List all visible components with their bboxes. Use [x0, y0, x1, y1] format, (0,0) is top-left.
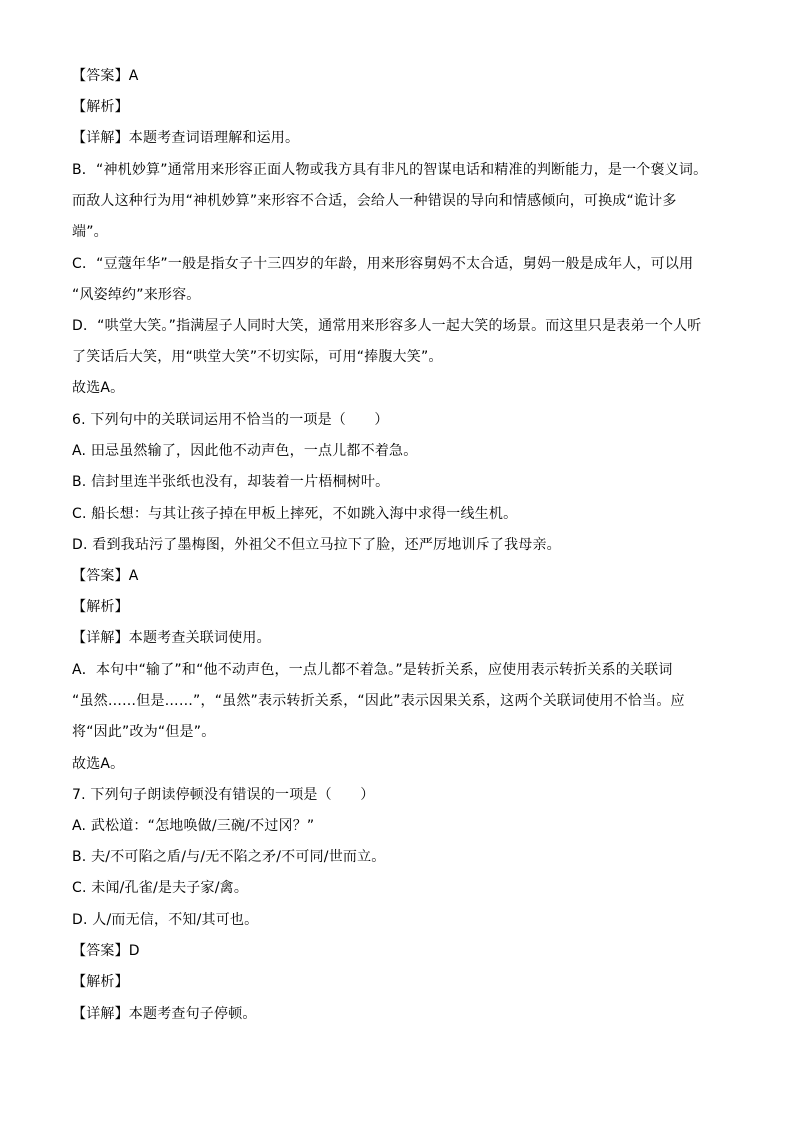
answer-label: 【答案】A [72, 568, 139, 584]
question-7-option-b: B. 夫/不可陷之盾/与/无不陷之矛/不可同/世而立。 [72, 849, 386, 865]
question-7-option-d: D. 人/而无信，不知/其可也。 [72, 912, 259, 928]
question-6-stem: 6. 下列句中的关联词运用不恰当的一项是（ ） [72, 412, 389, 428]
detail-text: 将“因此”改为“但是”。 [72, 724, 216, 740]
detail-text: 端”。 [72, 224, 108, 240]
question-6-option-b: B. 信封里连半张纸也没有，却装着一片梧桐树叶。 [72, 474, 390, 490]
question-7-option-a: A. 武松道：“怎地唤做/三碗/不过冈？” [72, 818, 315, 834]
question-6-option-c: C. 船长想：与其让孩子掉在甲板上摔死，不如跳入海中求得一线生机。 [72, 506, 518, 522]
question-6-option-a: A. 田忌虽然输了，因此他不动声色，一点儿都不着急。 [72, 443, 418, 459]
detail-text: 【详解】本题考查句子停顿。 [72, 1006, 257, 1022]
question-6-option-d: D. 看到我玷污了墨梅图，外祖父不但立马拉下了脸，还严厉地训斥了我母亲。 [72, 537, 561, 553]
detail-text: 了笑话后大笑，用“哄堂大笑”不切实际，可用“捧腹大笑”。 [72, 349, 443, 365]
question-7-option-c: C. 未闻/孔雀/是夫子家/禽。 [72, 880, 249, 896]
detail-text: 【详解】本题考查词语理解和运用。 [72, 130, 300, 146]
answer-label: 【答案】D [72, 943, 140, 959]
detail-text: D．“哄堂大笑。”指满屋子人同时大笑，通常用来形容多人一起大笑的场景。而这里只是表弟一个人听 [72, 318, 702, 334]
question-7-stem: 7. 下列句子朗读停顿没有错误的一项是（ ） [72, 787, 375, 803]
detail-text: B．“神机妙算”通常用来形容正面人物或我方具有非凡的智谋电话和精准的判断能力，是一个褒义词。 [72, 162, 708, 178]
analysis-label: 【解析】 [72, 974, 129, 990]
answer-label: 【答案】A [72, 68, 139, 84]
detail-text: “风姿绰约”来形容。 [72, 287, 201, 303]
detail-text: C．“豆蔻年华”一般是指女子十三四岁的年龄，用来形容舅妈不太合适，舅妈一般是成年人，可以用 [72, 256, 694, 272]
detail-text: 而敌人这种行为用“神机妙算”来形容不合适，会给人一种错误的导向和情感倾向，可换成“诡计多 [72, 193, 677, 209]
detail-text: “虽然……但是……”，“虽然”表示转折关系，“因此”表示因果关系，这两个关联词使用不恰当。应 [72, 693, 685, 709]
analysis-label: 【解析】 [72, 99, 129, 115]
detail-text: A．本句中“输了”和“他不动声色，一点儿都不着急。”是转折关系，应使用表示转折关系的关联词 [72, 662, 673, 678]
conclusion-text: 故选A。 [72, 756, 125, 772]
conclusion-text: 故选A。 [72, 380, 125, 396]
detail-text: 【详解】本题考查关联词使用。 [72, 630, 271, 646]
analysis-label: 【解析】 [72, 599, 129, 615]
